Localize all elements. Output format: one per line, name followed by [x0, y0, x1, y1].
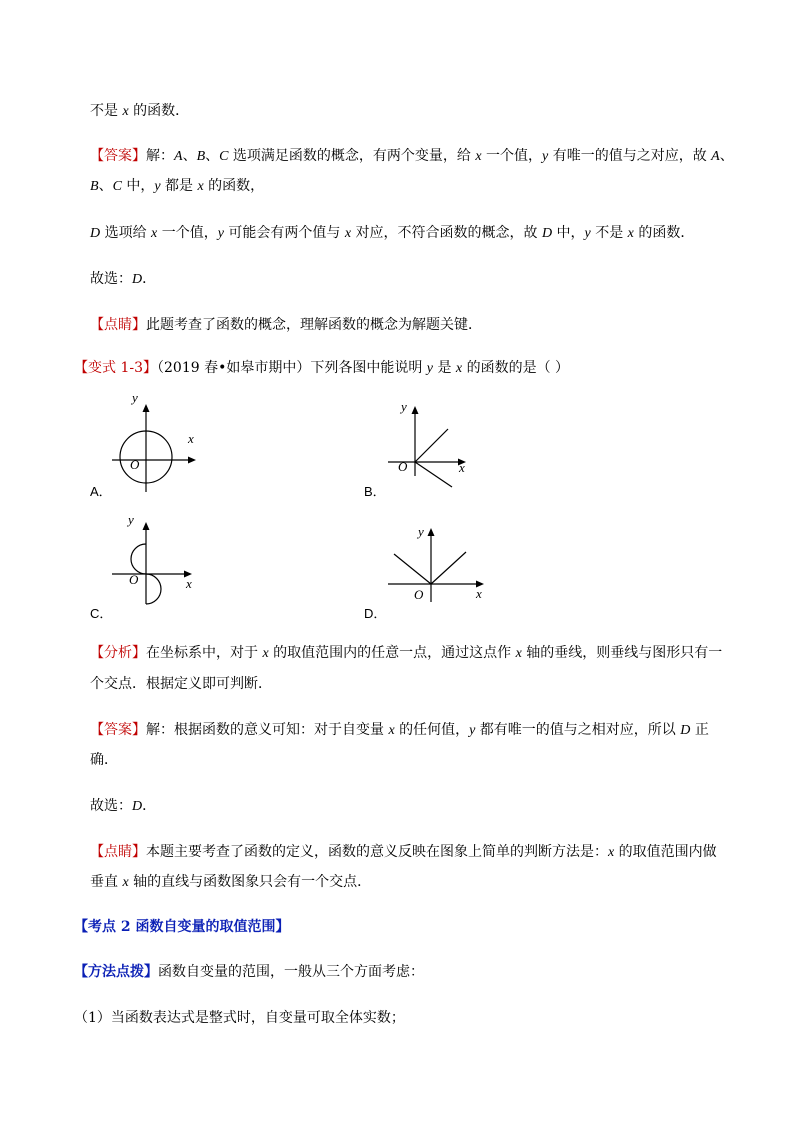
x-axis-label: x	[476, 586, 482, 601]
question-variant-1-3: 【变式 1-3】（2019 春•如皋市期中）下列各图中能说明 y 是 x 的函数的是（ ）	[74, 360, 570, 376]
method-tag: 【方法点拨】	[74, 964, 158, 980]
section-heading: 【考点 2 函数自变量的取值范围】	[74, 919, 290, 935]
figure-a-circle-graph	[108, 396, 208, 496]
x-axis-label: x	[188, 431, 194, 446]
y-axis-label: y	[128, 514, 134, 527]
origin-label: O	[129, 572, 139, 587]
answer-tag: 【答案】	[90, 722, 146, 738]
comment-tag: 【点睛】	[90, 844, 146, 860]
paragraph-option-d: D 选项给 x 一个值，y 可能会有两个值与 x 对应，不符合函数的概念，故 D 中，y 不是 x 的函数．	[90, 225, 695, 241]
answer-2-line-1: 【答案】解：根据函数的意义可知：对于自变量 x 的任何值，y 都有唯一的值与之相对应，所以 D 正	[90, 722, 709, 738]
list-item: （1）当函数表达式是整式时，自变量可取全体实数；	[74, 1010, 405, 1026]
left-branch	[394, 554, 431, 584]
origin-label: O	[414, 587, 424, 602]
figure-d-v-shape-graph	[384, 520, 494, 610]
analysis-line-1: 【分析】在坐标系中，对于 x 的取值范围内的任意一点，通过这点作 x 轴的垂线，则垂线与图形只有一	[90, 645, 723, 661]
option-d-label: D．	[364, 606, 387, 621]
y-axis-arrow-icon	[143, 404, 150, 412]
comment-tag: 【点睛】	[90, 317, 146, 333]
figure-b-ray-graph	[384, 398, 484, 498]
option-a-label: A．	[90, 484, 112, 499]
x-axis-arrow-icon	[188, 457, 196, 464]
lower-ray	[415, 462, 452, 487]
x-axis-label: x	[459, 460, 465, 475]
y-axis-label: y	[418, 524, 424, 539]
answer-1-line-1: 【答案】解：A、B、C 选项满足函数的概念，有两个变量，给 x 一个值，y 有唯一的值与之对应，故 A、	[90, 148, 734, 164]
comment-1: 【点睛】此题考查了函数的概念，理解函数的概念为解题关键．	[90, 317, 482, 333]
y-axis-label: y	[132, 396, 138, 405]
y-axis-arrow-icon	[428, 528, 435, 536]
analysis-tag: 【分析】	[90, 645, 146, 661]
x-axis-label: x	[186, 576, 192, 591]
analysis-line-2: 个交点．根据定义即可判断．	[90, 676, 272, 692]
method-tip: 【方法点拨】函数自变量的范围，一般从三个方面考虑：	[74, 964, 424, 980]
y-axis-label: y	[401, 399, 407, 414]
variant-tag: 【变式 1-3】	[74, 360, 157, 376]
upper-ray	[415, 429, 448, 462]
choice-line-1: 故选：D．	[90, 271, 157, 287]
answer-2-line-2: 确．	[90, 752, 118, 768]
origin-label: O	[130, 457, 140, 472]
choice-line-2: 故选：D．	[90, 798, 157, 814]
y-axis-arrow-icon	[143, 522, 150, 530]
comment-2-line-2: 垂直 x 轴的直线与函数图象只会有一个交点．	[90, 874, 372, 890]
option-c-label: C．	[90, 606, 113, 621]
answer-tag: 【答案】	[90, 148, 146, 164]
left-upper-semicircle	[131, 544, 146, 574]
figure-c-semicircle-graph	[108, 514, 208, 614]
y-axis-arrow-icon	[412, 406, 419, 414]
right-branch	[431, 552, 466, 584]
answer-1-line-2: B、C 中，y 都是 x 的函数，	[90, 178, 265, 194]
comment-2-line-1: 【点睛】本题主要考查了函数的定义，函数的意义反映在图象上简单的判断方法是：x 的取值范围内做	[90, 844, 717, 860]
origin-label: O	[398, 459, 408, 474]
right-lower-semicircle	[146, 574, 161, 604]
option-b-label: B．	[364, 484, 386, 499]
paragraph-not-function: 不是 x 的函数．	[90, 103, 190, 119]
